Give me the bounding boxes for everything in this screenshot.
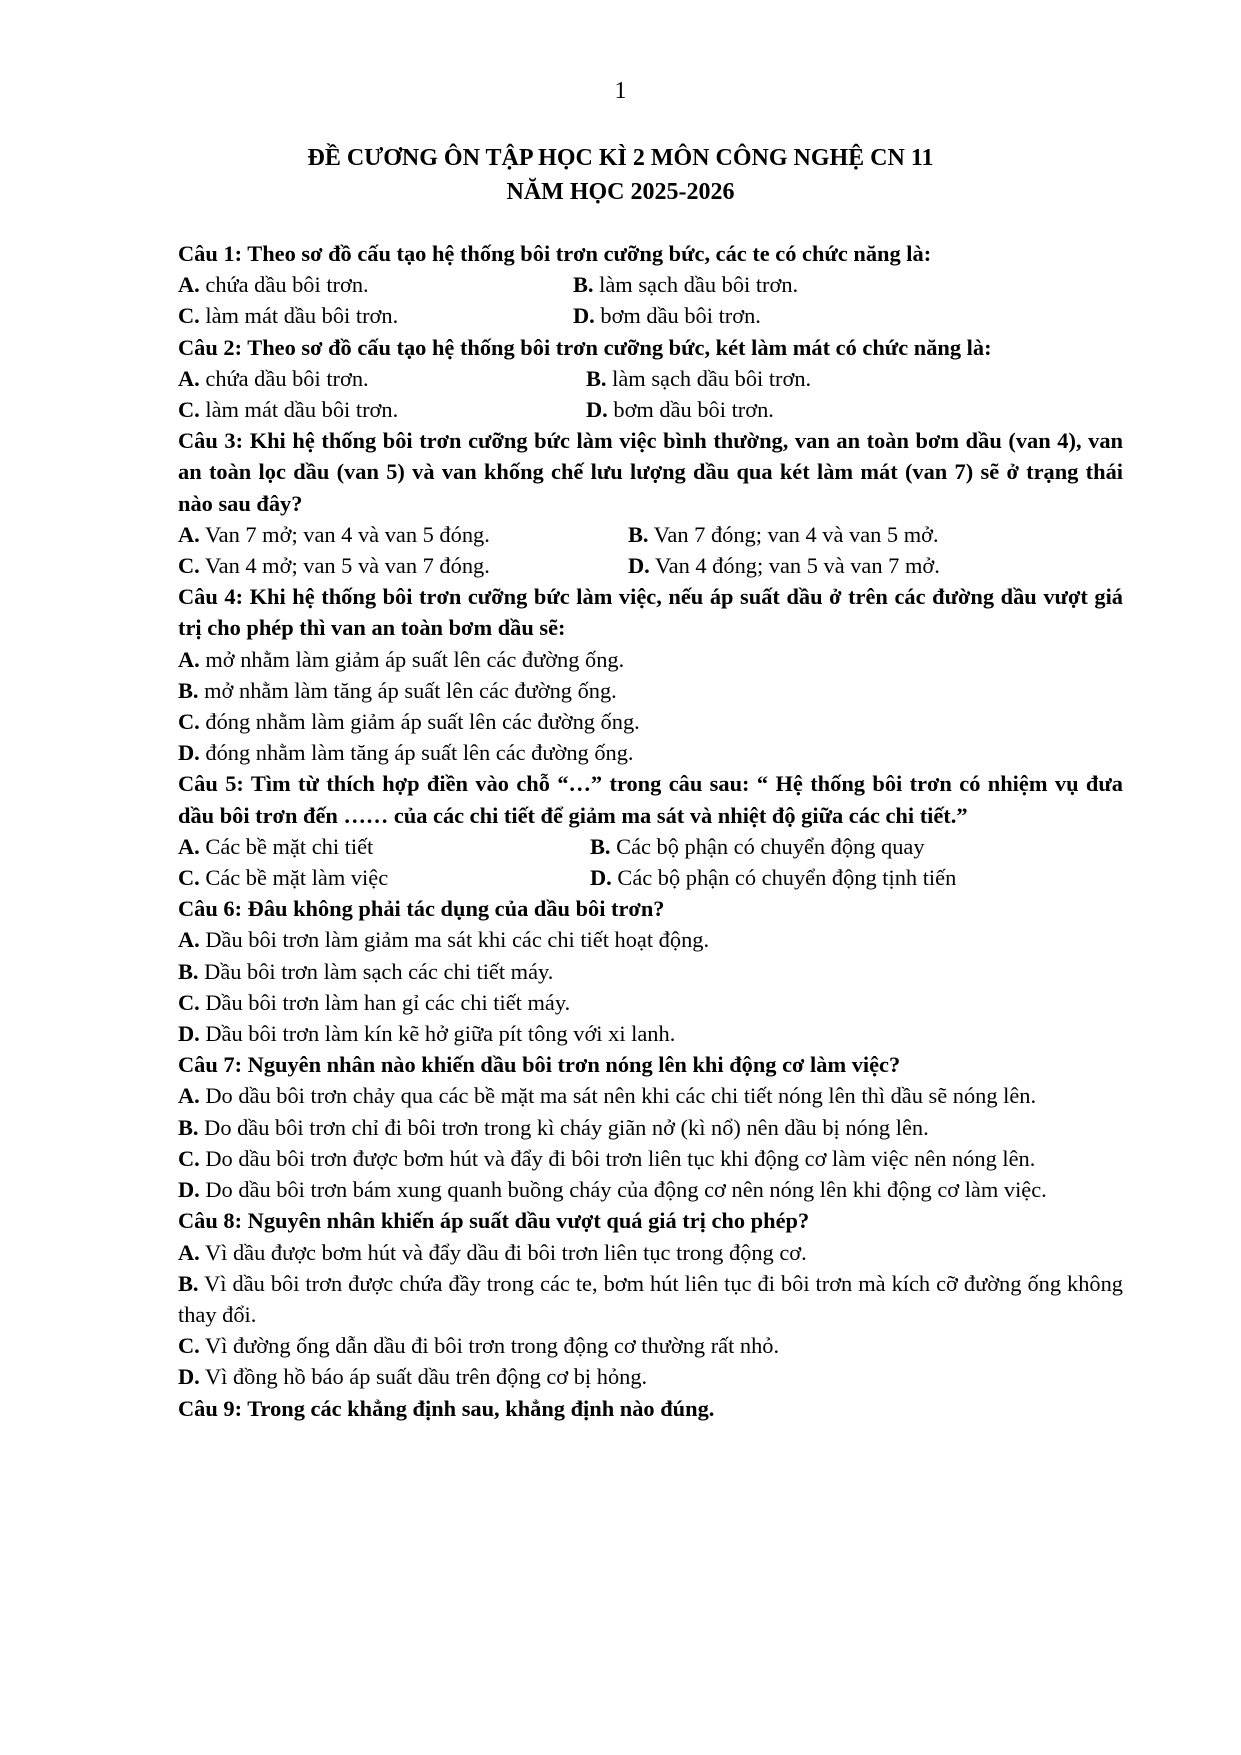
option-row bbox=[178, 862, 1123, 893]
option-text: Do dầu bôi trơn chảy qua các bề mặt ma sát nên khi các chi tiết nóng lên thì dầu sẽ nóng lên. bbox=[199, 1083, 1037, 1109]
question bbox=[178, 1393, 1123, 1424]
question-prompt: Câu 4: Khi hệ thống bôi trơn cưỡng bức làm việc, nếu áp suất dầu ở trên các đường dầu vượt giá trị cho phép thì van an toàn bơm dầu sẽ: bbox=[178, 584, 1123, 641]
option-label: B. bbox=[178, 958, 199, 984]
option-row bbox=[178, 269, 1123, 300]
option-text: đóng nhằm làm giảm áp suất lên các đường ống. bbox=[199, 709, 640, 735]
answer-option-c bbox=[178, 706, 1123, 737]
option-label: B. bbox=[590, 833, 611, 859]
option-text: Van 7 mở; van 4 và van 5 đóng. bbox=[199, 521, 490, 547]
answer-option-c bbox=[178, 550, 628, 581]
answer-option-b bbox=[178, 1112, 1123, 1143]
answer-option-c bbox=[178, 1143, 1123, 1174]
option-label: D. bbox=[178, 1021, 200, 1047]
option-text: Vì dầu bôi trơn được chứa đầy trong các te, bơm hút liên tục đi bôi trơn mà kích cỡ đường ống không thay đổi. bbox=[178, 1270, 1123, 1327]
question bbox=[178, 768, 1123, 893]
option-label: C. bbox=[178, 303, 200, 329]
option-label: C. bbox=[178, 865, 200, 891]
question-prompt: Câu 6: Đâu không phải tác dụng của dầu bôi trơn? bbox=[178, 896, 665, 922]
option-label: B. bbox=[178, 1270, 199, 1296]
option-text: Do dầu bôi trơn được bơm hút và đẩy đi bôi trơn liên tục khi động cơ làm việc nên nóng lên. bbox=[199, 1145, 1036, 1171]
option-text: Do dầu bôi trơn bám xung quanh buồng cháy của động cơ nên nóng lên khi động cơ làm việc. bbox=[199, 1177, 1047, 1203]
question bbox=[178, 332, 1123, 426]
question bbox=[178, 238, 1123, 332]
option-text: mở nhằm làm tăng áp suất lên các đường ống. bbox=[198, 677, 617, 703]
option-row bbox=[178, 363, 1123, 394]
question-list bbox=[178, 238, 1123, 1424]
option-text: Vì đường ống dẫn dầu đi bôi trơn trong động cơ thường rất nhỏ. bbox=[199, 1333, 780, 1359]
option-label: D. bbox=[178, 740, 200, 766]
option-text: làm sạch dầu bôi trơn. bbox=[606, 365, 812, 391]
answer-option-b bbox=[590, 831, 925, 862]
answer-option-d bbox=[586, 394, 774, 425]
answer-option-a bbox=[178, 924, 1123, 955]
option-text: Van 4 đóng; van 5 và van 7 mở. bbox=[649, 553, 940, 579]
option-text: chứa dầu bôi trơn. bbox=[199, 365, 369, 391]
option-text: làm sạch dầu bôi trơn. bbox=[593, 272, 799, 298]
option-text: đóng nhằm làm tăng áp suất lên các đường ống. bbox=[199, 740, 634, 766]
option-text: Van 4 mở; van 5 và van 7 đóng. bbox=[199, 553, 490, 579]
option-text: Các bề mặt làm việc bbox=[199, 865, 389, 891]
answer-option-d bbox=[178, 1361, 1123, 1392]
option-text: bơm dầu bôi trơn. bbox=[607, 397, 774, 423]
option-label: D. bbox=[586, 397, 608, 423]
option-row bbox=[178, 519, 1123, 550]
option-text: Các bộ phận có chuyển động quay bbox=[610, 833, 925, 859]
option-text: Do dầu bôi trơn chỉ đi bôi trơn trong kì cháy giãn nở (kì nổ) nên dầu bị nóng lên. bbox=[198, 1114, 929, 1140]
answer-option-b bbox=[628, 519, 939, 550]
answer-option-a bbox=[178, 831, 590, 862]
option-label: A. bbox=[178, 833, 200, 859]
option-text: Vì dầu được bơm hút và đẩy dầu đi bôi trơn liên tục trong động cơ. bbox=[199, 1239, 807, 1265]
answer-option-a bbox=[178, 269, 573, 300]
question-prompt: Câu 1: Theo sơ đồ cấu tạo hệ thống bôi trơn cưỡng bức, các te có chức năng là: bbox=[178, 241, 932, 266]
option-label: C. bbox=[178, 989, 200, 1015]
option-row bbox=[178, 831, 1123, 862]
answer-option-a bbox=[178, 1080, 1123, 1111]
option-label: B. bbox=[586, 365, 607, 391]
answer-option-a bbox=[178, 519, 628, 550]
answer-option-d bbox=[178, 1018, 1123, 1049]
option-label: B. bbox=[178, 1114, 199, 1140]
option-label: D. bbox=[628, 553, 650, 579]
option-text: Dầu bôi trơn làm giảm ma sát khi các chi tiết hoạt động. bbox=[199, 927, 710, 953]
option-label: A. bbox=[178, 272, 200, 298]
answer-option-c bbox=[178, 300, 573, 331]
answer-option-b bbox=[586, 363, 811, 394]
option-text: Vì đồng hồ báo áp suất dầu trên động cơ bị hỏng. bbox=[199, 1364, 648, 1390]
answer-option-a bbox=[178, 644, 1123, 675]
option-label: D. bbox=[178, 1364, 200, 1390]
option-text: Dầu bôi trơn làm sạch các chi tiết máy. bbox=[198, 958, 554, 984]
option-text: Dầu bôi trơn làm kín kẽ hở giữa pít tông với xi lanh. bbox=[199, 1021, 676, 1047]
question bbox=[178, 893, 1123, 1049]
option-text: mở nhằm làm giảm áp suất lên các đường ống. bbox=[199, 646, 625, 672]
option-text: Van 7 đóng; van 4 và van 5 mở. bbox=[648, 521, 939, 547]
answer-option-d bbox=[178, 737, 1123, 768]
question-prompt: Câu 5: Tìm từ thích hợp điền vào chỗ “…” trong câu sau: “ Hệ thống bôi trơn có nhiệm vụ đưa dầu bôi trơn đến …… của các chi tiết để giảm ma sát và nhiệt độ giữa các chi tiết.” bbox=[178, 771, 1123, 828]
document-title: ĐỀ CƯƠNG ÔN TẬP HỌC KÌ 2 MÔN CÔNG NGHỆ CN 11 bbox=[307, 145, 934, 171]
option-text: Các bộ phận có chuyển động tịnh tiến bbox=[611, 865, 957, 891]
option-text: Dầu bôi trơn làm han gỉ các chi tiết máy. bbox=[199, 989, 571, 1015]
option-text: làm mát dầu bôi trơn. bbox=[199, 397, 399, 423]
answer-option-c bbox=[178, 394, 586, 425]
option-label: B. bbox=[573, 272, 594, 298]
option-label: D. bbox=[178, 1177, 200, 1203]
answer-option-c bbox=[178, 862, 590, 893]
answer-option-d bbox=[628, 550, 940, 581]
option-label: C. bbox=[178, 1145, 200, 1171]
option-label: C. bbox=[178, 709, 200, 735]
option-label: A. bbox=[178, 521, 200, 547]
option-label: A. bbox=[178, 1239, 200, 1265]
question-prompt: Câu 2: Theo sơ đồ cấu tạo hệ thống bôi trơn cưỡng bức, két làm mát có chức năng là: bbox=[178, 334, 992, 360]
question-prompt: Câu 8: Nguyên nhân khiến áp suất dầu vượt quá giá trị cho phép? bbox=[178, 1208, 810, 1234]
option-row bbox=[178, 300, 1123, 331]
option-text: làm mát dầu bôi trơn. bbox=[199, 303, 399, 329]
option-label: A. bbox=[178, 927, 200, 953]
page-number: 1 bbox=[614, 78, 627, 104]
question bbox=[178, 1049, 1123, 1205]
answer-option-d bbox=[573, 300, 761, 331]
option-label: D. bbox=[590, 865, 612, 891]
answer-option-d bbox=[590, 862, 956, 893]
option-label: B. bbox=[178, 677, 199, 703]
option-label: D. bbox=[573, 303, 595, 329]
answer-option-a bbox=[178, 363, 586, 394]
question-prompt: Câu 3: Khi hệ thống bôi trơn cưỡng bức làm việc bình thường, van an toàn bơm dầu (van 4), van an toàn lọc dầu (van 5) và van khống chế lưu lượng dầu qua két làm mát (van 7) sẽ ở trạng thái nào sau đây? bbox=[178, 428, 1123, 516]
answer-option-b bbox=[573, 269, 798, 300]
answer-option-c bbox=[178, 1330, 1123, 1361]
option-label: B. bbox=[628, 521, 649, 547]
option-text: bơm dầu bôi trơn. bbox=[594, 303, 761, 329]
answer-option-d bbox=[178, 1174, 1123, 1205]
option-label: C. bbox=[178, 397, 200, 423]
option-text: chứa dầu bôi trơn. bbox=[199, 272, 369, 298]
option-label: C. bbox=[178, 1333, 200, 1359]
option-label: C. bbox=[178, 553, 200, 579]
option-label: A. bbox=[178, 365, 200, 391]
question bbox=[178, 581, 1123, 768]
option-row bbox=[178, 394, 1123, 425]
question-prompt: Câu 7: Nguyên nhân nào khiến dầu bôi trơn nóng lên khi động cơ làm việc? bbox=[178, 1052, 901, 1078]
option-text: Các bề mặt chi tiết bbox=[199, 833, 374, 859]
document-subtitle: NĂM HỌC 2025-2026 bbox=[506, 179, 735, 205]
answer-option-a bbox=[178, 1237, 1123, 1268]
answer-option-b bbox=[178, 1268, 1123, 1330]
question-prompt: Câu 9: Trong các khẳng định sau, khẳng định nào đúng. bbox=[178, 1395, 715, 1421]
question bbox=[178, 1205, 1123, 1392]
question bbox=[178, 425, 1123, 581]
answer-option-b bbox=[178, 675, 1123, 706]
answer-option-c bbox=[178, 987, 1123, 1018]
option-label: A. bbox=[178, 1083, 200, 1109]
option-row bbox=[178, 550, 1123, 581]
answer-option-b bbox=[178, 956, 1123, 987]
option-label: A. bbox=[178, 646, 200, 672]
